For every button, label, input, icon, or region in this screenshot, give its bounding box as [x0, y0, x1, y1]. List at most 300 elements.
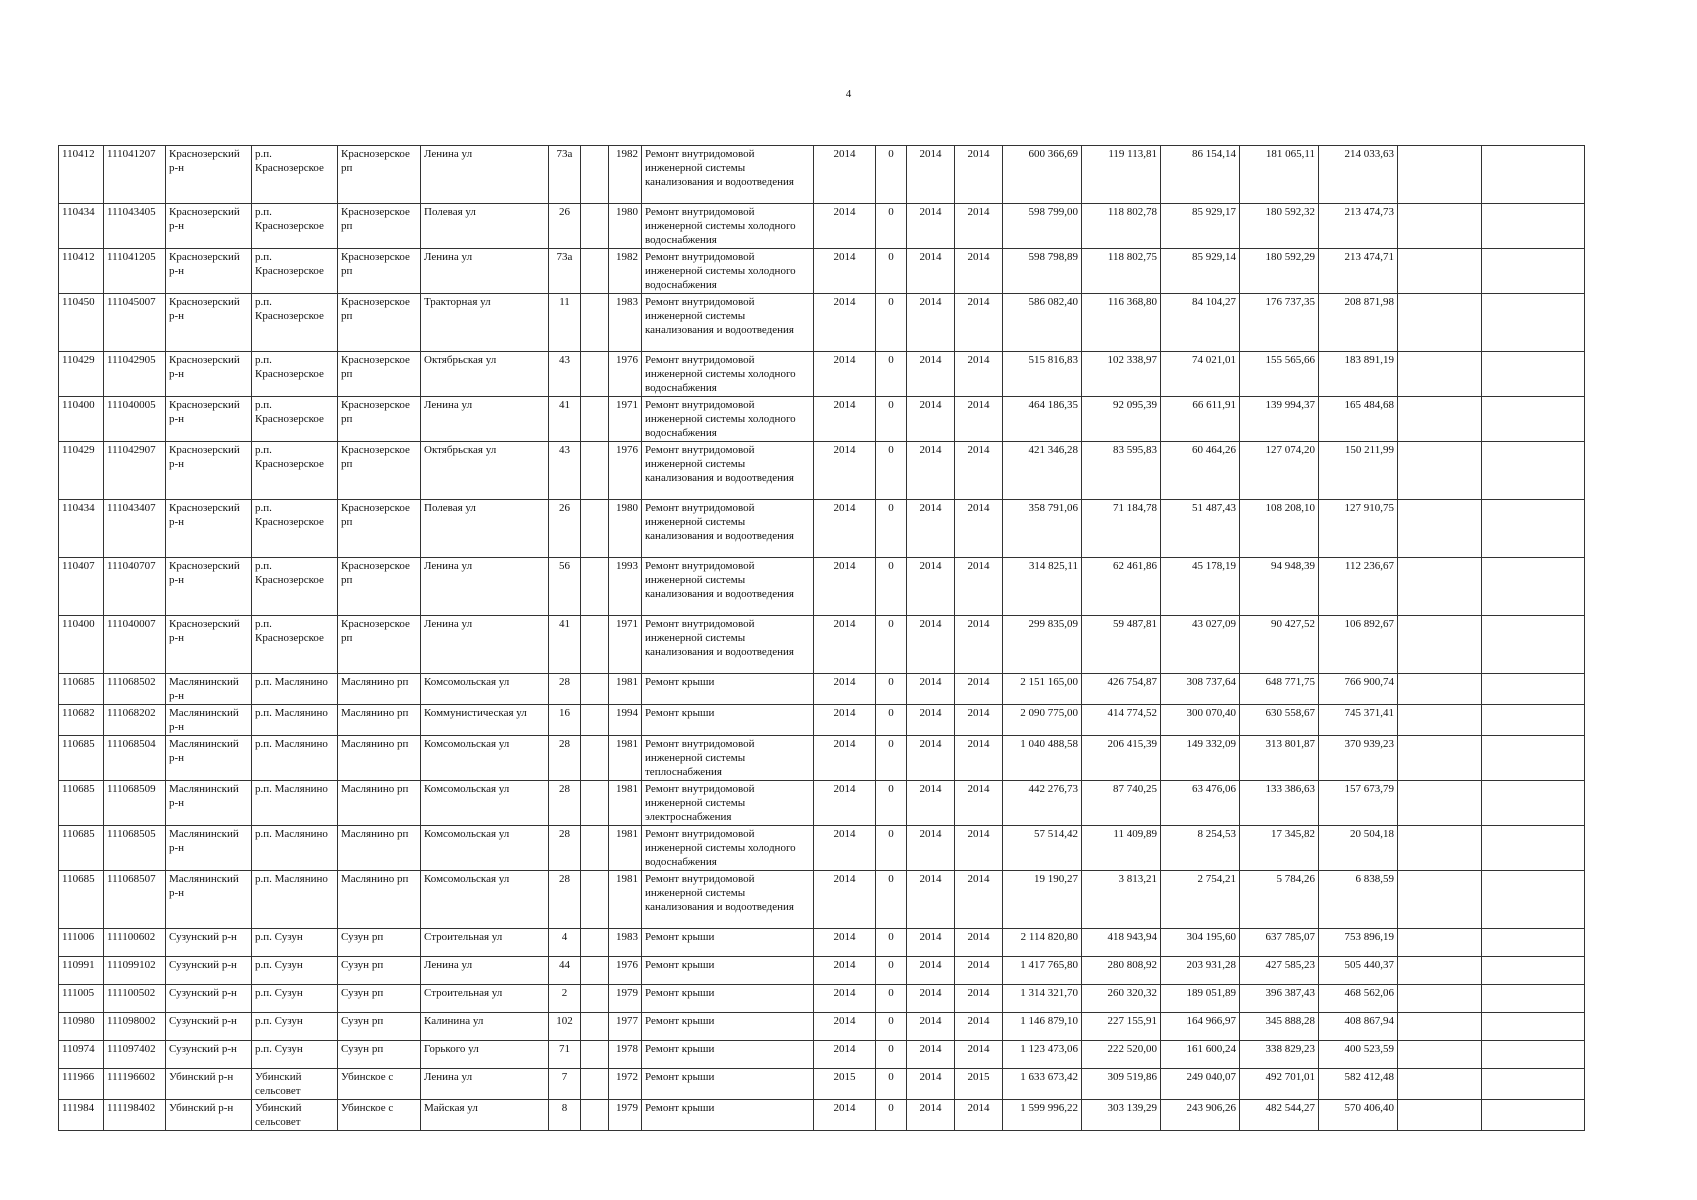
cell-start-year: 2014	[907, 1013, 955, 1041]
table-row	[59, 1013, 1585, 1041]
table-row	[59, 500, 1585, 558]
cell-work-type: Ремонт крыши	[642, 1041, 814, 1069]
cell-extra-col-2	[1482, 146, 1585, 204]
table-row	[59, 781, 1585, 826]
cell-locality: Краснозерское рп	[338, 616, 421, 674]
cell-municipal-share: 396 387,43	[1240, 985, 1319, 1013]
cell-object-code: 111068509	[104, 781, 166, 826]
cell-locality: Сузун рп	[338, 1013, 421, 1041]
repair-registry-table	[58, 145, 1585, 1131]
cell-unom: 111966	[59, 1069, 104, 1100]
cell-extra-col-2	[1482, 929, 1585, 957]
cell-fund-share: 119 113,81	[1082, 146, 1161, 204]
cell-extra-col-2	[1482, 397, 1585, 442]
cell-object-code: 111068202	[104, 705, 166, 736]
table-row	[59, 616, 1585, 674]
cell-extra-col-1	[1398, 558, 1482, 616]
cell-flag: 0	[876, 929, 907, 957]
cell-work-type: Ремонт крыши	[642, 957, 814, 985]
cell-end-year: 2014	[955, 558, 1003, 616]
cell-house-number: 28	[549, 826, 581, 871]
cell-region-share: 189 051,89	[1161, 985, 1240, 1013]
cell-plan-year: 2014	[814, 1041, 876, 1069]
cell-building	[581, 736, 609, 781]
cell-unom: 110685	[59, 674, 104, 705]
cell-start-year: 2014	[907, 957, 955, 985]
cell-fund-share: 92 095,39	[1082, 397, 1161, 442]
cell-flag: 0	[876, 736, 907, 781]
cell-house-number: 28	[549, 781, 581, 826]
cell-municipal-share: 630 558,67	[1240, 705, 1319, 736]
cell-total-cost: 314 825,11	[1003, 558, 1082, 616]
cell-fund-share: 222 520,00	[1082, 1041, 1161, 1069]
cell-total-cost: 1 146 879,10	[1003, 1013, 1082, 1041]
cell-house-number: 11	[549, 294, 581, 352]
cell-plan-year: 2014	[814, 146, 876, 204]
cell-work-type: Ремонт внутридомовой инженерной системы канализования и водоотведения	[642, 616, 814, 674]
cell-district: Убинский р-н	[166, 1100, 252, 1131]
cell-flag: 0	[876, 1041, 907, 1069]
cell-owners-share: 213 474,71	[1319, 249, 1398, 294]
cell-extra-col-2	[1482, 249, 1585, 294]
cell-building	[581, 204, 609, 249]
cell-plan-year: 2014	[814, 871, 876, 929]
table-row	[59, 294, 1585, 352]
cell-owners-share: 400 523,59	[1319, 1041, 1398, 1069]
cell-locality: Убинское с	[338, 1069, 421, 1100]
cell-region-share: 63 476,06	[1161, 781, 1240, 826]
cell-municipal-share: 637 785,07	[1240, 929, 1319, 957]
cell-start-year: 2014	[907, 397, 955, 442]
cell-plan-year: 2014	[814, 1100, 876, 1131]
cell-district: Краснозерский р-н	[166, 616, 252, 674]
cell-house-number: 102	[549, 1013, 581, 1041]
cell-house-number: 2	[549, 985, 581, 1013]
cell-unom: 110407	[59, 558, 104, 616]
cell-work-type: Ремонт внутридомовой инженерной системы холодного водоснабжения	[642, 352, 814, 397]
cell-start-year: 2014	[907, 249, 955, 294]
cell-house-number: 16	[549, 705, 581, 736]
cell-street: Полевая ул	[421, 204, 549, 249]
cell-municipal-share: 133 386,63	[1240, 781, 1319, 826]
cell-start-year: 2014	[907, 294, 955, 352]
cell-fund-share: 227 155,91	[1082, 1013, 1161, 1041]
cell-build-year: 1980	[609, 500, 642, 558]
cell-object-code: 111040007	[104, 616, 166, 674]
cell-house-number: 7	[549, 1069, 581, 1100]
cell-extra-col-1	[1398, 674, 1482, 705]
cell-start-year: 2014	[907, 674, 955, 705]
cell-fund-share: 11 409,89	[1082, 826, 1161, 871]
cell-house-number: 41	[549, 397, 581, 442]
cell-object-code: 111042907	[104, 442, 166, 500]
cell-district: Краснозерский р-н	[166, 442, 252, 500]
cell-region-share: 149 332,09	[1161, 736, 1240, 781]
cell-plan-year: 2014	[814, 957, 876, 985]
cell-owners-share: 505 440,37	[1319, 957, 1398, 985]
cell-extra-col-2	[1482, 957, 1585, 985]
cell-flag: 0	[876, 249, 907, 294]
cell-end-year: 2014	[955, 442, 1003, 500]
table-row	[59, 352, 1585, 397]
cell-house-number: 73а	[549, 249, 581, 294]
cell-build-year: 1983	[609, 294, 642, 352]
cell-build-year: 1993	[609, 558, 642, 616]
cell-extra-col-1	[1398, 616, 1482, 674]
cell-region-share: 51 487,43	[1161, 500, 1240, 558]
cell-owners-share: 745 371,41	[1319, 705, 1398, 736]
cell-plan-year: 2015	[814, 1069, 876, 1100]
cell-municipality: р.п. Маслянино	[252, 674, 338, 705]
cell-municipality: р.п. Маслянино	[252, 705, 338, 736]
cell-building	[581, 616, 609, 674]
cell-extra-col-2	[1482, 294, 1585, 352]
cell-work-type: Ремонт внутридомовой инженерной системы канализования и водоотведения	[642, 294, 814, 352]
cell-region-share: 308 737,64	[1161, 674, 1240, 705]
cell-extra-col-1	[1398, 500, 1482, 558]
cell-plan-year: 2014	[814, 204, 876, 249]
cell-district: Краснозерский р-н	[166, 204, 252, 249]
cell-fund-share: 414 774,52	[1082, 705, 1161, 736]
cell-plan-year: 2014	[814, 736, 876, 781]
cell-fund-share: 206 415,39	[1082, 736, 1161, 781]
cell-extra-col-1	[1398, 826, 1482, 871]
cell-building	[581, 1100, 609, 1131]
cell-building	[581, 249, 609, 294]
cell-house-number: 28	[549, 871, 581, 929]
cell-extra-col-1	[1398, 871, 1482, 929]
cell-district: Сузунский р-н	[166, 1041, 252, 1069]
cell-flag: 0	[876, 397, 907, 442]
cell-owners-share: 582 412,48	[1319, 1069, 1398, 1100]
cell-municipal-share: 338 829,23	[1240, 1041, 1319, 1069]
cell-municipality: р.п. Краснозерское	[252, 558, 338, 616]
cell-plan-year: 2014	[814, 558, 876, 616]
cell-unom: 110450	[59, 294, 104, 352]
cell-start-year: 2014	[907, 442, 955, 500]
cell-owners-share: 766 900,74	[1319, 674, 1398, 705]
cell-build-year: 1982	[609, 249, 642, 294]
cell-owners-share: 214 033,63	[1319, 146, 1398, 204]
cell-flag: 0	[876, 871, 907, 929]
cell-street: Ленина ул	[421, 397, 549, 442]
cell-extra-col-1	[1398, 736, 1482, 781]
cell-plan-year: 2014	[814, 826, 876, 871]
cell-object-code: 111100602	[104, 929, 166, 957]
cell-end-year: 2014	[955, 871, 1003, 929]
cell-object-code: 111043405	[104, 204, 166, 249]
cell-locality: Краснозерское рп	[338, 442, 421, 500]
cell-total-cost: 1 599 996,22	[1003, 1100, 1082, 1131]
cell-owners-share: 753 896,19	[1319, 929, 1398, 957]
cell-start-year: 2014	[907, 736, 955, 781]
cell-locality: Краснозерское рп	[338, 294, 421, 352]
cell-owners-share: 157 673,79	[1319, 781, 1398, 826]
cell-build-year: 1976	[609, 352, 642, 397]
cell-street: Строительная ул	[421, 985, 549, 1013]
cell-total-cost: 598 799,00	[1003, 204, 1082, 249]
cell-building	[581, 397, 609, 442]
cell-total-cost: 1 314 321,70	[1003, 985, 1082, 1013]
cell-municipal-share: 155 565,66	[1240, 352, 1319, 397]
cell-total-cost: 2 090 775,00	[1003, 705, 1082, 736]
cell-street: Комсомольская ул	[421, 736, 549, 781]
cell-municipality: р.п. Краснозерское	[252, 442, 338, 500]
cell-house-number: 44	[549, 957, 581, 985]
cell-building	[581, 352, 609, 397]
cell-locality: Сузун рп	[338, 1041, 421, 1069]
cell-total-cost: 442 276,73	[1003, 781, 1082, 826]
cell-work-type: Ремонт крыши	[642, 1013, 814, 1041]
cell-object-code: 111100502	[104, 985, 166, 1013]
cell-municipality: р.п. Сузун	[252, 957, 338, 985]
cell-region-share: 164 966,97	[1161, 1013, 1240, 1041]
cell-plan-year: 2014	[814, 352, 876, 397]
cell-flag: 0	[876, 146, 907, 204]
cell-unom: 110429	[59, 442, 104, 500]
cell-extra-col-1	[1398, 781, 1482, 826]
cell-end-year: 2014	[955, 616, 1003, 674]
cell-house-number: 26	[549, 500, 581, 558]
table-row	[59, 871, 1585, 929]
cell-start-year: 2014	[907, 871, 955, 929]
cell-municipality: р.п. Краснозерское	[252, 204, 338, 249]
cell-district: Маслянинский р-н	[166, 736, 252, 781]
cell-building	[581, 146, 609, 204]
cell-fund-share: 83 595,83	[1082, 442, 1161, 500]
cell-total-cost: 421 346,28	[1003, 442, 1082, 500]
cell-building	[581, 826, 609, 871]
cell-house-number: 43	[549, 352, 581, 397]
cell-total-cost: 464 186,35	[1003, 397, 1082, 442]
cell-region-share: 203 931,28	[1161, 957, 1240, 985]
cell-extra-col-2	[1482, 1100, 1585, 1131]
cell-object-code: 111198402	[104, 1100, 166, 1131]
cell-start-year: 2014	[907, 1041, 955, 1069]
cell-start-year: 2014	[907, 1069, 955, 1100]
cell-owners-share: 6 838,59	[1319, 871, 1398, 929]
cell-flag: 0	[876, 705, 907, 736]
cell-extra-col-2	[1482, 1013, 1585, 1041]
cell-work-type: Ремонт внутридомовой инженерной системы канализования и водоотведения	[642, 442, 814, 500]
cell-work-type: Ремонт внутридомовой инженерной системы холодного водоснабжения	[642, 397, 814, 442]
cell-locality: Краснозерское рп	[338, 204, 421, 249]
cell-total-cost: 1 123 473,06	[1003, 1041, 1082, 1069]
cell-fund-share: 71 184,78	[1082, 500, 1161, 558]
cell-municipality: Убинский сельсовет	[252, 1100, 338, 1131]
cell-flag: 0	[876, 1100, 907, 1131]
cell-work-type: Ремонт внутридомовой инженерной системы электроснабжения	[642, 781, 814, 826]
cell-object-code: 111043407	[104, 500, 166, 558]
cell-locality: Маслянино рп	[338, 705, 421, 736]
cell-flag: 0	[876, 781, 907, 826]
cell-build-year: 1994	[609, 705, 642, 736]
cell-end-year: 2014	[955, 957, 1003, 985]
cell-work-type: Ремонт внутридомовой инженерной системы холодного водоснабжения	[642, 249, 814, 294]
cell-street: Горького ул	[421, 1041, 549, 1069]
cell-district: Краснозерский р-н	[166, 500, 252, 558]
cell-end-year: 2014	[955, 352, 1003, 397]
cell-house-number: 28	[549, 736, 581, 781]
cell-fund-share: 116 368,80	[1082, 294, 1161, 352]
table-row	[59, 674, 1585, 705]
cell-building	[581, 705, 609, 736]
cell-region-share: 60 464,26	[1161, 442, 1240, 500]
cell-work-type: Ремонт внутридомовой инженерной системы холодного водоснабжения	[642, 204, 814, 249]
cell-region-share: 85 929,14	[1161, 249, 1240, 294]
cell-municipality: р.п. Маслянино	[252, 826, 338, 871]
cell-municipal-share: 94 948,39	[1240, 558, 1319, 616]
cell-total-cost: 2 114 820,80	[1003, 929, 1082, 957]
cell-work-type: Ремонт крыши	[642, 1100, 814, 1131]
cell-locality: Маслянино рп	[338, 674, 421, 705]
cell-street: Комсомольская ул	[421, 781, 549, 826]
cell-house-number: 71	[549, 1041, 581, 1069]
cell-municipal-share: 108 208,10	[1240, 500, 1319, 558]
cell-total-cost: 600 366,69	[1003, 146, 1082, 204]
cell-extra-col-1	[1398, 249, 1482, 294]
cell-unom: 111006	[59, 929, 104, 957]
cell-region-share: 249 040,07	[1161, 1069, 1240, 1100]
cell-unom: 110685	[59, 826, 104, 871]
cell-unom: 110685	[59, 736, 104, 781]
cell-start-year: 2014	[907, 781, 955, 826]
cell-region-share: 86 154,14	[1161, 146, 1240, 204]
cell-plan-year: 2014	[814, 781, 876, 826]
cell-build-year: 1981	[609, 781, 642, 826]
cell-locality: Убинское с	[338, 1100, 421, 1131]
cell-extra-col-1	[1398, 1100, 1482, 1131]
cell-owners-share: 106 892,67	[1319, 616, 1398, 674]
cell-extra-col-2	[1482, 736, 1585, 781]
cell-unom: 110434	[59, 204, 104, 249]
cell-end-year: 2014	[955, 204, 1003, 249]
cell-object-code: 111099102	[104, 957, 166, 985]
cell-locality: Краснозерское рп	[338, 146, 421, 204]
cell-unom: 110974	[59, 1041, 104, 1069]
cell-total-cost: 299 835,09	[1003, 616, 1082, 674]
cell-municipal-share: 345 888,28	[1240, 1013, 1319, 1041]
cell-municipality: р.п. Краснозерское	[252, 500, 338, 558]
cell-extra-col-1	[1398, 705, 1482, 736]
cell-owners-share: 570 406,40	[1319, 1100, 1398, 1131]
cell-locality: Краснозерское рп	[338, 558, 421, 616]
cell-object-code: 111098002	[104, 1013, 166, 1041]
cell-flag: 0	[876, 1013, 907, 1041]
cell-build-year: 1979	[609, 985, 642, 1013]
cell-street: Ленина ул	[421, 249, 549, 294]
cell-house-number: 4	[549, 929, 581, 957]
cell-municipality: р.п. Краснозерское	[252, 352, 338, 397]
cell-building	[581, 781, 609, 826]
cell-extra-col-1	[1398, 929, 1482, 957]
cell-municipality: р.п. Краснозерское	[252, 249, 338, 294]
cell-locality: Краснозерское рп	[338, 397, 421, 442]
cell-region-share: 2 754,21	[1161, 871, 1240, 929]
cell-end-year: 2014	[955, 674, 1003, 705]
cell-owners-share: 150 211,99	[1319, 442, 1398, 500]
cell-work-type: Ремонт крыши	[642, 929, 814, 957]
cell-extra-col-2	[1482, 442, 1585, 500]
cell-street: Ленина ул	[421, 146, 549, 204]
cell-extra-col-1	[1398, 1069, 1482, 1100]
cell-street: Калинина ул	[421, 1013, 549, 1041]
cell-end-year: 2014	[955, 736, 1003, 781]
cell-unom: 110980	[59, 1013, 104, 1041]
cell-object-code: 111196602	[104, 1069, 166, 1100]
cell-region-share: 45 178,19	[1161, 558, 1240, 616]
cell-district: Сузунский р-н	[166, 957, 252, 985]
cell-total-cost: 515 816,83	[1003, 352, 1082, 397]
cell-end-year: 2014	[955, 929, 1003, 957]
cell-object-code: 111068505	[104, 826, 166, 871]
cell-locality: Краснозерское рп	[338, 500, 421, 558]
cell-object-code: 111068504	[104, 736, 166, 781]
cell-owners-share: 112 236,67	[1319, 558, 1398, 616]
cell-work-type: Ремонт крыши	[642, 985, 814, 1013]
cell-flag: 0	[876, 352, 907, 397]
cell-object-code: 111068502	[104, 674, 166, 705]
cell-street: Октябрьская ул	[421, 352, 549, 397]
cell-work-type: Ремонт внутридомовой инженерной системы канализования и водоотведения	[642, 146, 814, 204]
cell-owners-share: 370 939,23	[1319, 736, 1398, 781]
cell-plan-year: 2014	[814, 929, 876, 957]
cell-unom: 110991	[59, 957, 104, 985]
cell-total-cost: 2 151 165,00	[1003, 674, 1082, 705]
cell-house-number: 56	[549, 558, 581, 616]
table-row	[59, 826, 1585, 871]
cell-street: Комсомольская ул	[421, 674, 549, 705]
cell-region-share: 84 104,27	[1161, 294, 1240, 352]
cell-plan-year: 2014	[814, 1013, 876, 1041]
cell-municipal-share: 180 592,32	[1240, 204, 1319, 249]
table-row	[59, 146, 1585, 204]
cell-district: Убинский р-н	[166, 1069, 252, 1100]
cell-extra-col-2	[1482, 558, 1585, 616]
cell-end-year: 2014	[955, 1013, 1003, 1041]
cell-building	[581, 674, 609, 705]
cell-build-year: 1981	[609, 871, 642, 929]
cell-region-share: 304 195,60	[1161, 929, 1240, 957]
cell-total-cost: 57 514,42	[1003, 826, 1082, 871]
table-row	[59, 957, 1585, 985]
cell-work-type: Ремонт крыши	[642, 705, 814, 736]
cell-owners-share: 213 474,73	[1319, 204, 1398, 249]
cell-end-year: 2014	[955, 249, 1003, 294]
cell-street: Ленина ул	[421, 558, 549, 616]
cell-region-share: 161 600,24	[1161, 1041, 1240, 1069]
cell-build-year: 1977	[609, 1013, 642, 1041]
cell-total-cost: 1 040 488,58	[1003, 736, 1082, 781]
cell-start-year: 2014	[907, 616, 955, 674]
cell-street: Комсомольская ул	[421, 826, 549, 871]
cell-district: Сузунский р-н	[166, 1013, 252, 1041]
cell-municipality: р.п. Краснозерское	[252, 397, 338, 442]
cell-build-year: 1971	[609, 397, 642, 442]
cell-work-type: Ремонт внутридомовой инженерной системы канализования и водоотведения	[642, 500, 814, 558]
cell-district: Маслянинский р-н	[166, 705, 252, 736]
cell-house-number: 8	[549, 1100, 581, 1131]
cell-start-year: 2014	[907, 1100, 955, 1131]
cell-district: Краснозерский р-н	[166, 294, 252, 352]
cell-district: Краснозерский р-н	[166, 397, 252, 442]
cell-region-share: 300 070,40	[1161, 705, 1240, 736]
cell-building	[581, 442, 609, 500]
cell-plan-year: 2014	[814, 500, 876, 558]
registry-body	[59, 146, 1585, 1131]
cell-street: Тракторная ул	[421, 294, 549, 352]
cell-region-share: 85 929,17	[1161, 204, 1240, 249]
